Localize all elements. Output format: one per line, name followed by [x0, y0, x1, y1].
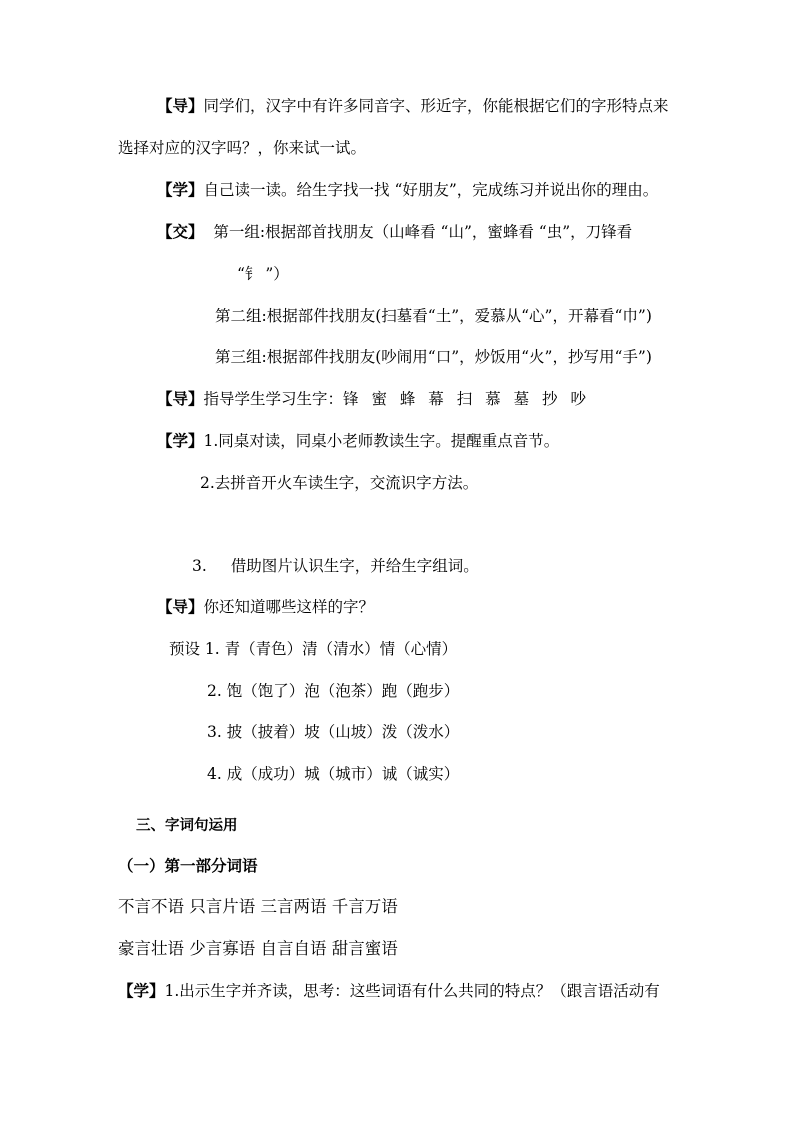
step-number: 3.: [192, 557, 207, 575]
study-step-2: [200, 473, 478, 493]
study-paragraph-2: [157, 431, 559, 451]
paragraph-text: 2.去拼音开火车读生字，交流识字方法。: [200, 474, 479, 492]
subsection-heading: [118, 856, 258, 876]
paragraph-text: 第二组:根据部件找朋友(扫墓看“土”，爱慕从“心”，开幕看“巾”): [215, 307, 652, 325]
exchange-paragraph-cont: [237, 264, 289, 284]
new-characters-list: 锋 蜜 蜂 幕 扫 慕 墓 抄 吵: [343, 390, 590, 408]
tag-guide: 【导】: [157, 389, 204, 408]
paragraph-text: 4. 成（成功）城（城市）诚（诚实）: [207, 765, 460, 783]
idiom-list: 豪言壮语 少言寡语 自言自语 甜言蜜语: [118, 939, 398, 958]
tag-study: 【学】: [118, 981, 165, 1000]
tag-study: 【学】: [157, 431, 204, 450]
idiom-row-2: [118, 939, 398, 959]
paragraph-text: 借助图片认识生字，并给生字组词。: [230, 557, 479, 575]
paragraph-text: 自己读一读。给生字找一找 “好朋友”，完成练习并说出你的理由。: [203, 181, 659, 199]
tag-guide: 【导】: [157, 597, 204, 616]
guide-paragraph-3: [157, 597, 374, 617]
tag-exchange: 【交】: [157, 222, 204, 241]
idiom-row-1: [118, 897, 398, 917]
study-paragraph-3: [118, 981, 660, 1001]
exchange-paragraph: [157, 222, 632, 242]
section-heading: [136, 816, 238, 836]
paragraph-text: 预设 1. 青（青色）清（清水）情（心情）: [169, 640, 458, 658]
paragraph-text: 3. 披（披着）坡（山坡）泼（泼水）: [207, 723, 460, 741]
preset-item-2: [207, 681, 459, 701]
subsection-heading-text: （一）第一部分词语: [118, 856, 258, 875]
preset-item-4: [207, 764, 459, 784]
paragraph-text: 第一组:根据部首找朋友（山峰看 “山”，蜜蜂看 “虫”，刀锋看: [213, 223, 633, 241]
study-paragraph-1: [157, 180, 658, 200]
guide-paragraph-1-cont: [118, 138, 366, 158]
paragraph-text: 同学们，汉字中有许多同音字、形近字，你能根据它们的字形特点来: [203, 97, 669, 115]
paragraph-text: 2. 饱（饱了）泡（泡茶）跑（跑步）: [207, 682, 460, 700]
guide-paragraph-1: [157, 96, 669, 116]
paragraph-text: 选择对应的汉字吗？，你来试一试。: [118, 139, 367, 157]
paragraph-text: 1.出示生字并齐读，思考：这些词语有什么共同的特点？（跟言语活动有: [164, 982, 660, 1000]
section-heading-text: 三、字词句运用: [136, 817, 238, 834]
guide-paragraph-2: [157, 389, 590, 409]
preset-item-3: [207, 722, 459, 742]
tag-guide: 【导】: [157, 96, 204, 115]
paragraph-text: 指导学生学习生字：: [203, 390, 344, 408]
paragraph-text: 你还知道哪些这样的字？: [203, 598, 375, 616]
paragraph-text: “钅 ”）: [237, 265, 289, 283]
preset-item-1: [169, 639, 457, 659]
paragraph-text: 第三组:根据部件找朋友(吵闹用“口”，炒饭用“火”，抄写用“手”): [215, 348, 652, 366]
tag-study: 【学】: [157, 180, 204, 199]
study-step-3: [192, 556, 479, 576]
idiom-list: 不言不语 只言片语 三言两语 千言万语: [118, 897, 398, 916]
group-three-line: [215, 347, 652, 367]
paragraph-text: 1.同桌对读，同桌小老师教读生字。提醒重点音节。: [203, 432, 560, 450]
group-two-line: [215, 306, 652, 326]
